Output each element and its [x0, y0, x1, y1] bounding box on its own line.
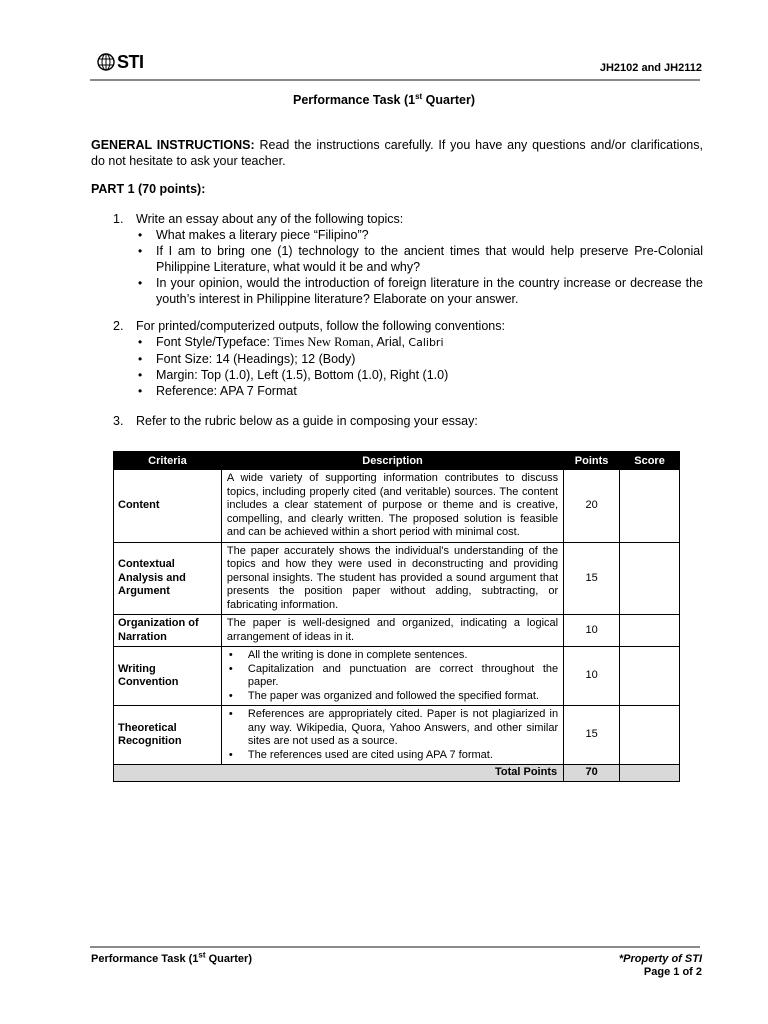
item-text: For printed/computerized outputs, follow the following conventions:: [136, 319, 505, 333]
description-cell: A wide variety of supporting information contributes to discuss topics, including properly cited (and veritable) sources. The content includes a clear statement of purpose or theme and is creative, compelling, and clearly written. The proposed solution is feasible and can be achieved within a short period with minimal cost.: [221, 470, 563, 543]
footer-title: Performance Task (1st Quarter): [91, 950, 252, 965]
list-item-2: [113, 318, 703, 398]
points-cell: 15: [564, 542, 620, 615]
document-code: JH2102 and JH2112: [599, 62, 702, 74]
table-header-row: [114, 452, 680, 470]
table-row: [114, 706, 680, 765]
convention-item: • Reference: APA 7 Format: [138, 384, 297, 398]
criteria-cell: Theoretical Recognition: [114, 706, 222, 765]
criteria-cell: Organization of Narration: [114, 615, 222, 647]
criteria-cell: Writing Convention: [114, 647, 222, 706]
points-cell: 15: [564, 706, 620, 765]
table-row: [114, 470, 680, 543]
property-notice: *Property of STI: [618, 953, 702, 965]
table-row: [114, 542, 680, 615]
page-title: Performance Task (1st Quarter): [293, 91, 475, 107]
part-heading: PART 1 (70 points):: [91, 182, 206, 196]
description-cell: The paper is well-designed and organized, indicating a logical arrangement of ideas in it.: [221, 615, 563, 647]
description-bullet: • All the writing is done in complete sentences.: [228, 649, 468, 661]
footer-divider: [90, 946, 700, 948]
description-cell: [221, 647, 563, 706]
total-row: [114, 765, 680, 782]
description-cell: [221, 706, 563, 765]
points-cell: 10: [564, 615, 620, 647]
header-divider: [90, 79, 700, 81]
description-bullet: • Capitalization and punctuation are correct throughout the paper.: [228, 662, 559, 688]
points-cell: 10: [564, 647, 620, 706]
table-row: [114, 615, 680, 647]
score-cell[interactable]: [620, 470, 680, 543]
total-value: 70: [564, 765, 620, 782]
list-item-1: [113, 211, 703, 306]
description-cell: The paper accurately shows the individual’s understanding of the topics and how they were used in deconstructing and providing personal insights. The student has provided a sound argument that presents the position paper without adding, subtracting, or fabricating information.: [221, 542, 563, 615]
page-number: Page 1 of 2: [643, 966, 702, 978]
topic-item: • If I am to bring one (1) technology to the ancient times that would help preserve Pre-Colonial Philippine Literature, what would it be and why?: [138, 244, 703, 274]
general-instructions-text: Read the instructions carefully. If you have any questions and/or clarifications, do not hesitate to ask your teacher.: [91, 138, 703, 168]
description-bullet: • References are appropriately cited. Paper is not plagiarized in any way. Wikipedia, Quora, Yahoo Answers, and other similar sites are not used as a source.: [228, 708, 559, 747]
list-item-3: [113, 413, 703, 429]
column-header-points: Points: [564, 452, 620, 470]
item-number: 3.: [113, 414, 124, 428]
score-cell[interactable]: [620, 615, 680, 647]
description-bullet: • The paper was organized and followed the specified format.: [228, 689, 539, 702]
footer-right: [619, 953, 702, 979]
rubric-table: [113, 451, 680, 782]
item-number: 2.: [113, 319, 124, 333]
convention-item: • Font Style/Typeface: Times New Roman, Arial, Calibri: [138, 335, 444, 349]
globe-icon: [96, 52, 116, 72]
table-row: [114, 647, 680, 706]
column-header-description: Description: [221, 452, 563, 470]
score-cell[interactable]: [620, 706, 680, 765]
points-cell: 20: [564, 470, 620, 543]
score-cell[interactable]: [620, 542, 680, 615]
sti-logo: [96, 50, 148, 74]
conventions-list: [136, 334, 703, 399]
item-text: Refer to the rubric below as a guide in composing your essay:: [136, 414, 478, 428]
logo-text: STI: [117, 51, 144, 72]
topic-list: [136, 227, 703, 307]
convention-item: • Font Size: 14 (Headings); 12 (Body): [138, 352, 356, 366]
criteria-cell: Content: [114, 470, 222, 543]
item-text: Write an essay about any of the following topics:: [136, 212, 404, 226]
score-cell[interactable]: [620, 647, 680, 706]
description-bullet: • The references used are cited using APA 7 format.: [228, 748, 493, 761]
total-label: Total Points: [114, 765, 564, 782]
topic-item: • In your opinion, would the introduction of foreign literature in the country increase or decrease the youth’s interest in Philippine literature? Elaborate on your answer.: [138, 276, 703, 306]
general-instructions-label: GENERAL INSTRUCTIONS:: [91, 138, 255, 152]
topic-item: • What makes a literary piece “Filipino”?: [138, 228, 369, 242]
criteria-cell: Contextual Analysis and Argument: [114, 542, 222, 615]
general-instructions: [91, 137, 703, 169]
item-number: 1.: [113, 212, 124, 226]
column-header-score: Score: [620, 452, 680, 470]
total-score-cell[interactable]: [620, 765, 680, 782]
column-header-criteria: Criteria: [114, 452, 222, 470]
convention-item: • Margin: Top (1.0), Left (1.5), Bottom (1.0), Right (1.0): [138, 368, 449, 382]
